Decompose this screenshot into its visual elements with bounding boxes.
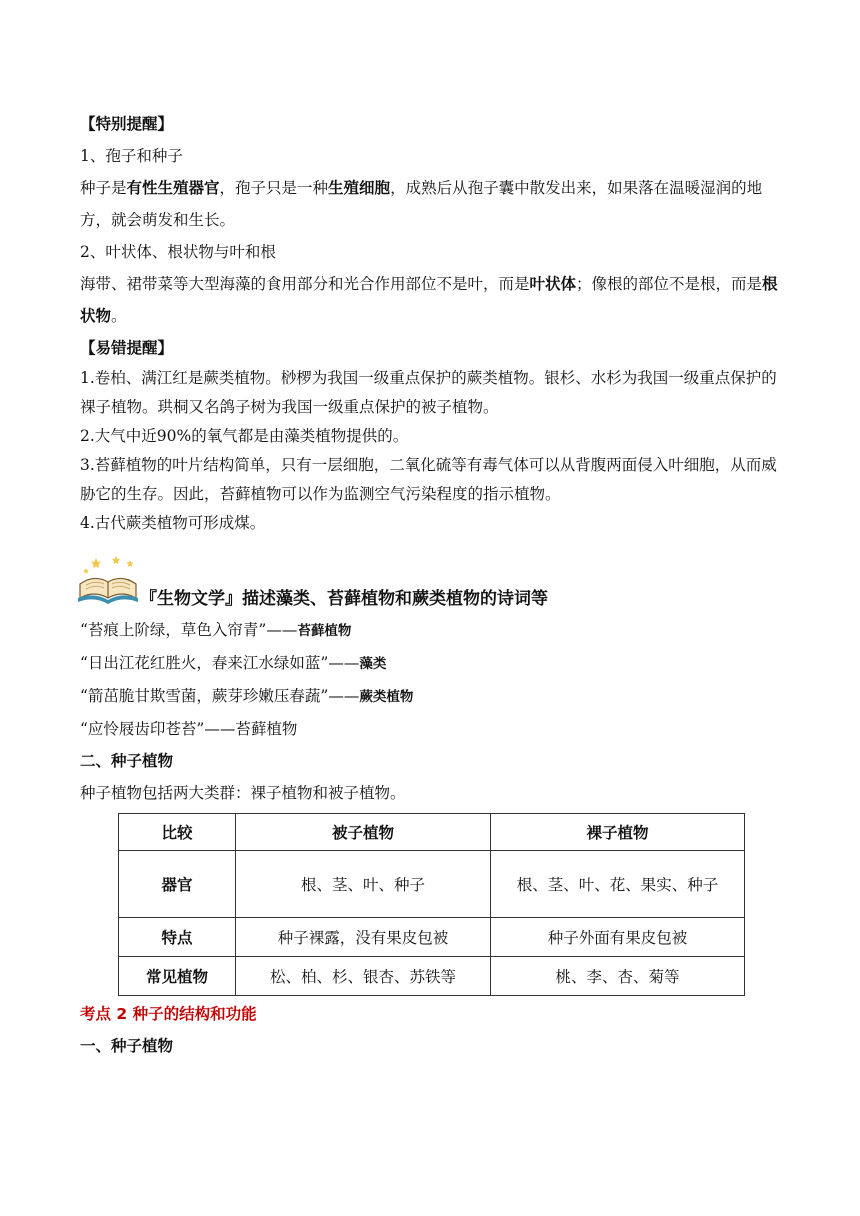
- bold-term: 生殖细胞: [328, 179, 391, 197]
- table-cell: 根、茎、叶、花、果实、种子: [491, 851, 745, 918]
- poem-list: [80, 614, 786, 745]
- section-seed-plants-intro: 种子植物包括两大类群：裸子植物和被子植物。: [80, 784, 406, 802]
- special-reminder-title: 【特别提醒】: [80, 114, 174, 133]
- exam-point-title: 考点 2 种子的结构和功能: [80, 1005, 257, 1023]
- bold-term: 有性生殖器官: [126, 179, 220, 197]
- poem-plant: 蕨类植物: [359, 689, 414, 705]
- error-item: 3.苔藓植物的叶片结构简单，只有一层细胞，二氧化硫等有毒气体可以从背腹两面侵入叶细胞，从而威胁它的生存。因此，苔藓植物可以作为监测空气污染程度的指示植物。: [80, 456, 777, 503]
- table-row-head: 器官: [119, 851, 236, 918]
- open-book-icon: [74, 554, 142, 604]
- poem-text: “箭茁脆甘欺雪菌，蕨芽珍嫩压春蔬”——: [80, 687, 360, 705]
- banner-title: 『生物文学』描述藻类、苔藓植物和蕨类植物的诗词等: [140, 589, 548, 609]
- error-item: 4.古代蕨类植物可形成煤。: [80, 514, 266, 532]
- poem-plant: 藻类: [359, 656, 387, 672]
- text-run: 。: [111, 307, 127, 325]
- table-cell: 桃、李、杏、菊等: [491, 957, 745, 996]
- error-reminder-list: [80, 364, 786, 538]
- table-cell: 种子裸露，没有果皮包被: [236, 918, 491, 957]
- special-item2-text: [80, 268, 786, 332]
- poem-text: “苔痕上阶绿，草色入帘青”——: [80, 621, 298, 639]
- table-header-cell: 裸子植物: [491, 814, 745, 851]
- poem-text: “应怜屐齿印苍苔”——: [80, 720, 236, 738]
- table-header-cell: 被子植物: [236, 814, 491, 851]
- error-reminder-title: 【易错提醒】: [80, 338, 174, 357]
- poem-line: [80, 614, 786, 647]
- error-item: 1.卷柏、满江红是蕨类植物。桫椤为我国一级重点保护的蕨类植物。银杉、水杉为我国一级重点保护的裸子植物。珙桐又名鸽子树为我国一级重点保护的被子植物。: [80, 369, 777, 416]
- comparison-table: [118, 813, 745, 996]
- poem-line: [80, 713, 786, 745]
- error-item: 2.大气中近90%的氧气都是由藻类植物提供的。: [80, 427, 409, 445]
- table-row-head: 特点: [119, 918, 236, 957]
- table-header-cell: 比较: [119, 814, 236, 851]
- text-run: 海带、裙带菜等大型海藻的食用部分和光合作用部位不是叶，而是: [80, 275, 530, 293]
- text-run: ；像根的部位不是根，而是: [576, 275, 763, 293]
- bio-literature-banner: [80, 558, 786, 614]
- text-run: ，成熟后从孢子囊中散发出来，如果落在温暖湿润的地方，就会萌发和生长。: [80, 179, 763, 229]
- table-cell: 根、茎、叶、种子: [236, 851, 491, 918]
- document-page: [80, 108, 786, 1062]
- poem-plant: 苔藓植物: [235, 720, 298, 738]
- table-row: [119, 957, 745, 996]
- special-item2-title: 2、叶状体、根状物与叶和根: [80, 243, 276, 261]
- table-row-head: 常见植物: [119, 957, 236, 996]
- table-row: [119, 918, 745, 957]
- text-run: 种子是: [80, 179, 127, 197]
- poem-line: [80, 680, 786, 713]
- section-seed-plants-title: 二、种子植物: [80, 752, 174, 770]
- table-row: [119, 851, 745, 918]
- bold-term: 叶状体: [529, 275, 577, 293]
- poem-text: “日出江花红胜火，春来江水绿如蓝”——: [80, 654, 360, 672]
- bold-term: 根状物: [80, 275, 778, 325]
- table-cell: 种子外面有果皮包被: [491, 918, 745, 957]
- table-cell: 松、柏、杉、银杏、苏铁等: [236, 957, 491, 996]
- poem-line: [80, 647, 786, 680]
- section-last-title: 一、种子植物: [80, 1037, 174, 1055]
- table-header-row: [119, 814, 745, 851]
- special-item1-text: [80, 172, 786, 236]
- special-item1-title: 1、孢子和种子: [80, 147, 183, 165]
- text-run: ，孢子只是一种: [219, 179, 329, 197]
- poem-plant: 苔藓植物: [297, 623, 352, 639]
